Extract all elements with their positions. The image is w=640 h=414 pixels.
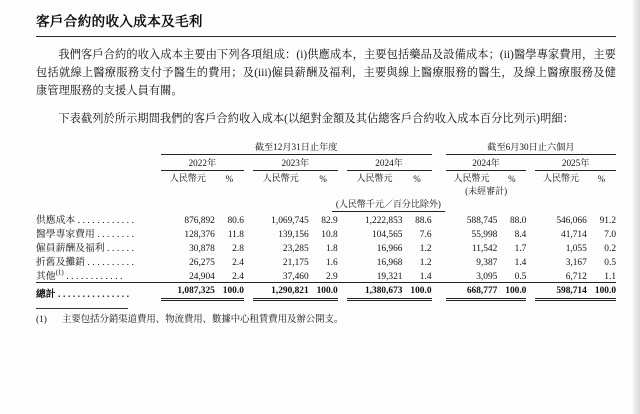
cell-value: 1,055 bbox=[565, 243, 587, 254]
cell-value: 100.0 bbox=[215, 282, 244, 300]
cell-value: 23,285 bbox=[282, 243, 309, 254]
cell-value: 1,222,853 bbox=[364, 215, 403, 226]
table-row bbox=[36, 254, 616, 268]
unit-pct-2024: % bbox=[413, 173, 421, 184]
year-header-2022: 2022年 bbox=[161, 155, 244, 171]
unit-rmb-2024-interim: 人民幣元 bbox=[453, 172, 490, 183]
cell-value: 1,290,821 bbox=[253, 282, 309, 300]
cell-value: 1,380,673 bbox=[347, 282, 403, 300]
row-label-total: 總計 . . . . . . . . . . . . . . . bbox=[36, 282, 161, 300]
cell-value: 1.1 bbox=[604, 271, 616, 282]
table-row bbox=[36, 212, 616, 226]
cell-value: 21,175 bbox=[282, 257, 309, 268]
amount-unit-note: (人民幣千元／百分比除外) bbox=[161, 197, 616, 212]
footnote-divider bbox=[36, 308, 128, 309]
table-row bbox=[36, 240, 616, 254]
cell-value: 9,387 bbox=[476, 257, 498, 268]
row-label-employee-benefits: 僱員薪酬及福利 . . . . . . bbox=[36, 242, 134, 254]
year-header-2024: 2024年 bbox=[347, 155, 432, 171]
cell-value: 139,156 bbox=[278, 229, 309, 240]
cell-value: 1.6 bbox=[325, 257, 338, 268]
row-label-supply-cost: 供應成本 . . . . . . . . . . . . bbox=[36, 214, 134, 226]
cell-value: 24,904 bbox=[189, 271, 215, 282]
footnote bbox=[36, 313, 616, 327]
cell-value: 3,167 bbox=[565, 257, 587, 268]
unit-pct-2025-interim: % bbox=[597, 173, 606, 184]
cell-value: 7.0 bbox=[604, 229, 616, 240]
cell-value: 7.6 bbox=[419, 229, 432, 240]
year-header-2025-interim: 2025年 bbox=[535, 155, 616, 171]
row-label-others bbox=[36, 268, 161, 283]
cell-value: 104,565 bbox=[372, 229, 403, 240]
cell-value: 1,069,745 bbox=[271, 215, 309, 226]
cell-value: 0.2 bbox=[604, 243, 616, 254]
cell-value: 37,460 bbox=[282, 271, 309, 282]
row-label-medical-expert-fees: 醫學專家費用 . . . . . . . . bbox=[36, 228, 134, 240]
table-period-header-row bbox=[36, 139, 616, 155]
footnote-text: 主要包括分銷渠道費用、物流費用、數據中心租賃費用及辦公開支。 bbox=[62, 315, 344, 326]
cell-value: 30,878 bbox=[189, 243, 215, 254]
cell-value: 19,321 bbox=[376, 271, 403, 282]
cell-value: 16,966 bbox=[376, 243, 403, 254]
cell-value: 88.6 bbox=[415, 215, 432, 226]
unit-pct-2022: % bbox=[225, 173, 234, 184]
cell-value: 2.4 bbox=[232, 271, 244, 282]
cell-value: 3,095 bbox=[476, 271, 498, 282]
table-unit-header-row bbox=[36, 171, 616, 184]
cell-value: 546,066 bbox=[556, 215, 587, 226]
paragraph-1: 我們客戶合約的收入成本主要由下列各項組成：(i)供應成本，主要包括藥品及設備成本；(ii)醫學專家費用，主要包括就線上醫療服務支付予醫生的費用；及(iii)僱員薪酬及福利，主要與線上醫療服務的醫生，及線上醫療服務及健康管理服務的支援人員有關。 bbox=[36, 49, 616, 98]
period-header-interim: 截至6月30日止六個月 bbox=[446, 139, 616, 155]
cell-value: 598,714 bbox=[535, 282, 587, 300]
cell-value: 2.8 bbox=[232, 243, 244, 254]
cell-value: 100.0 bbox=[587, 282, 616, 300]
cell-value: 1.2 bbox=[419, 243, 432, 254]
row-label-others-dots: . . . . . . . . . . . . bbox=[63, 270, 123, 282]
cell-value: 6,712 bbox=[565, 271, 587, 282]
cell-value: 41,714 bbox=[561, 229, 587, 240]
table-row bbox=[36, 268, 616, 283]
cell-value: 1.4 bbox=[419, 271, 432, 282]
table-year-header-row bbox=[36, 155, 616, 171]
footnote-reference: (1) bbox=[55, 268, 64, 277]
footnote-mark: (1) bbox=[36, 315, 47, 326]
cell-value: 1.2 bbox=[419, 257, 432, 268]
cell-value: 0.5 bbox=[604, 257, 616, 268]
cell-value: 588,745 bbox=[466, 215, 498, 226]
cell-value: 88.0 bbox=[509, 215, 527, 226]
period-header-annual: 截至12月31日止年度 bbox=[161, 139, 432, 155]
cell-value: 128,376 bbox=[184, 229, 215, 240]
year-header-2023: 2023年 bbox=[253, 155, 338, 171]
cell-value: 11,542 bbox=[471, 243, 498, 254]
cell-value: 11.8 bbox=[227, 229, 244, 240]
cell-value: 0.5 bbox=[514, 271, 527, 282]
page-title: 客戶合約的收入成本及毛利 bbox=[36, 14, 203, 29]
cell-value: 55,998 bbox=[471, 229, 498, 240]
unit-pct-2024-interim: % bbox=[508, 173, 516, 184]
unaudited-label: (未經審計) bbox=[465, 185, 508, 196]
year-header-2024-interim: 2024年 bbox=[446, 155, 527, 171]
page-edge-shadow bbox=[633, 0, 640, 414]
cell-value: 100.0 bbox=[309, 282, 338, 300]
cell-value: 91.2 bbox=[599, 215, 616, 226]
cell-value: 2.9 bbox=[325, 271, 338, 282]
table-row bbox=[36, 226, 616, 240]
cell-value: 26,275 bbox=[189, 257, 215, 268]
cost-of-revenue-table bbox=[36, 139, 616, 302]
paragraph-2: 下表截列於所示期間我們的客戶合約收入成本(以絕對金額及其佔總客戶合約收入成本百分比列示)明細： bbox=[58, 113, 574, 126]
cell-value: 2.4 bbox=[232, 257, 244, 268]
cell-value: 1.4 bbox=[514, 257, 527, 268]
unit-pct-2023: % bbox=[319, 173, 327, 184]
cell-value: 10.8 bbox=[321, 229, 338, 240]
cell-value: 8.4 bbox=[514, 229, 527, 240]
cell-value: 1,087,325 bbox=[161, 282, 215, 300]
cell-value: 668,777 bbox=[446, 282, 498, 300]
cell-value: 80.6 bbox=[227, 215, 244, 226]
unit-rmb-2025-interim: 人民幣元 bbox=[543, 172, 580, 183]
table-body bbox=[36, 212, 616, 300]
title-divider bbox=[36, 36, 616, 37]
unit-rmb-2024: 人民幣元 bbox=[356, 172, 393, 183]
cell-value: 1.8 bbox=[325, 243, 338, 254]
table-total-row bbox=[36, 282, 616, 300]
unit-rmb-2022: 人民幣元 bbox=[169, 172, 206, 183]
table-amount-note-row bbox=[36, 197, 616, 212]
cell-value: 876,892 bbox=[184, 215, 215, 226]
cell-value: 82.9 bbox=[321, 215, 338, 226]
row-label-depreciation-amortisation: 折舊及攤銷 . . . . . . . . . . bbox=[36, 256, 134, 268]
table-unaudited-row bbox=[36, 184, 616, 197]
cell-value: 100.0 bbox=[497, 282, 526, 300]
cell-value: 100.0 bbox=[402, 282, 431, 300]
cell-value: 1.7 bbox=[514, 243, 527, 254]
cell-value: 16,968 bbox=[376, 257, 403, 268]
row-label-others-text: 其他 bbox=[36, 270, 56, 282]
unit-rmb-2023: 人民幣元 bbox=[262, 172, 299, 183]
